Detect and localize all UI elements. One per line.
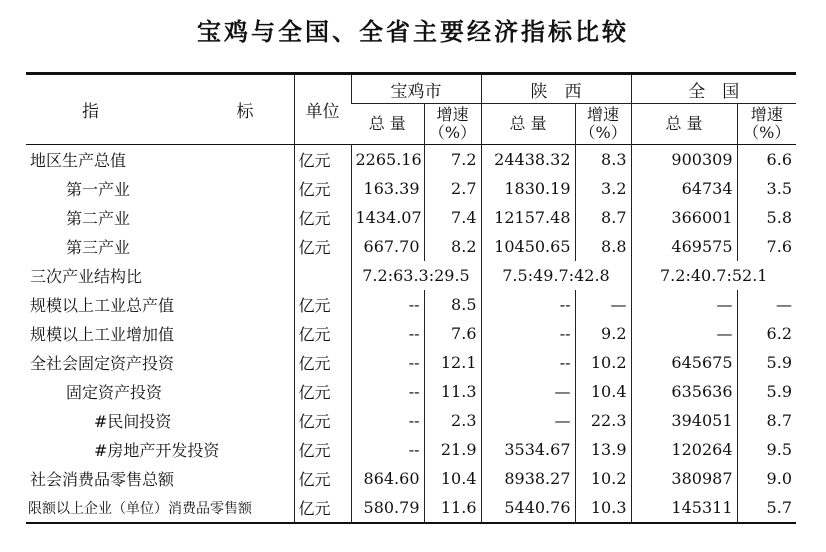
indicator-name: 第一产业 bbox=[66, 180, 131, 199]
growth-value: 10.2 bbox=[575, 348, 631, 377]
growth-value: 5.8 bbox=[737, 203, 796, 232]
total-value: -- bbox=[351, 348, 424, 377]
growth-value: 8.5 bbox=[424, 290, 481, 319]
region-header-national: 全 国 bbox=[631, 74, 796, 104]
unit-cell: 亿元 bbox=[294, 435, 351, 464]
total-value: 163.39 bbox=[351, 174, 424, 203]
growth-value: 9.5 bbox=[737, 435, 796, 464]
table-row bbox=[26, 464, 796, 493]
total-value: 8938.27 bbox=[481, 464, 575, 493]
total-value: — bbox=[631, 290, 737, 319]
total-value: 12157.48 bbox=[481, 203, 575, 232]
growth-value: 7.4 bbox=[424, 203, 481, 232]
growth-value: 8.2 bbox=[424, 232, 481, 261]
growth-header: 增速 （%） bbox=[424, 104, 481, 145]
total-value: — bbox=[481, 377, 575, 406]
total-value: 635636 bbox=[631, 377, 737, 406]
structure-ratio-cell: 7.2:40.7:52.1 bbox=[631, 261, 796, 290]
growth-value: 8.7 bbox=[575, 203, 631, 232]
unit-cell: 亿元 bbox=[294, 406, 351, 435]
total-value: 120264 bbox=[631, 435, 737, 464]
unit-cell: 亿元 bbox=[294, 203, 351, 232]
total-value: — bbox=[631, 319, 737, 348]
total-value: -- bbox=[351, 319, 424, 348]
unit-cell: 亿元 bbox=[294, 174, 351, 203]
table-row bbox=[26, 290, 796, 319]
table-row bbox=[26, 348, 796, 377]
indicator-header-char1: 指 bbox=[82, 102, 99, 122]
total-value: 2265.16 bbox=[351, 145, 424, 175]
growth-value: 22.3 bbox=[575, 406, 631, 435]
indicator-header bbox=[26, 74, 294, 145]
total-value: 24438.32 bbox=[481, 145, 575, 175]
table-row bbox=[26, 493, 796, 523]
total-value: 5440.76 bbox=[481, 493, 575, 523]
indicator-name: #民间投资 bbox=[94, 412, 172, 431]
growth-value: 9.0 bbox=[737, 464, 796, 493]
growth-value: 12.1 bbox=[424, 348, 481, 377]
growth-value: 11.6 bbox=[424, 493, 481, 523]
table-row bbox=[26, 319, 796, 348]
total-value: 864.60 bbox=[351, 464, 424, 493]
growth-value: 10.4 bbox=[575, 377, 631, 406]
region-header-baoji: 宝鸡市 bbox=[351, 74, 481, 104]
total-value: 900309 bbox=[631, 145, 737, 175]
unit-cell: 亿元 bbox=[294, 493, 351, 523]
unit-cell bbox=[294, 261, 351, 290]
table-row bbox=[26, 261, 796, 290]
growth-value: 8.8 bbox=[575, 232, 631, 261]
indicator-name: #房地产开发投资 bbox=[94, 441, 220, 460]
indicator-name: 固定资产投资 bbox=[66, 383, 163, 402]
total-value: 645675 bbox=[631, 348, 737, 377]
total-header: 总 量 bbox=[631, 104, 737, 145]
table-row bbox=[26, 406, 796, 435]
growth-value: 11.3 bbox=[424, 377, 481, 406]
unit-cell: 亿元 bbox=[294, 290, 351, 319]
total-value: 380987 bbox=[631, 464, 737, 493]
indicator-name: 三次产业结构比 bbox=[30, 267, 143, 286]
total-value: 667.70 bbox=[351, 232, 424, 261]
total-value: 580.79 bbox=[351, 493, 424, 523]
total-header: 总 量 bbox=[368, 114, 406, 133]
unit-cell: 亿元 bbox=[294, 145, 351, 175]
table-row bbox=[26, 203, 796, 232]
total-value: 145311 bbox=[631, 493, 737, 523]
indicator-name: 第二产业 bbox=[66, 209, 131, 228]
unit-header: 单位 bbox=[294, 74, 351, 145]
growth-value: 8.3 bbox=[575, 145, 631, 175]
total-value: 366001 bbox=[631, 203, 737, 232]
indicator-name: 规模以上工业增加值 bbox=[30, 325, 175, 344]
total-value: -- bbox=[481, 290, 575, 319]
growth-value: 7.6 bbox=[737, 232, 796, 261]
unit-cell: 亿元 bbox=[294, 232, 351, 261]
growth-value: 21.9 bbox=[424, 435, 481, 464]
unit-cell: 亿元 bbox=[294, 464, 351, 493]
growth-value: 10.3 bbox=[575, 493, 631, 523]
growth-value: 10.2 bbox=[575, 464, 631, 493]
indicator-name: 地区生产总值 bbox=[30, 151, 127, 170]
growth-value: 2.3 bbox=[424, 406, 481, 435]
growth-value: — bbox=[737, 290, 796, 319]
indicator-name: 社会消费品零售总额 bbox=[30, 470, 175, 489]
indicator-name: 规模以上工业总产值 bbox=[30, 296, 175, 315]
page-title: 宝鸡与全国、全省主要经济指标比较 bbox=[197, 18, 629, 46]
growth-value: 10.4 bbox=[424, 464, 481, 493]
growth-value: 5.9 bbox=[737, 348, 796, 377]
growth-value: 7.2 bbox=[424, 145, 481, 175]
growth-value: 7.6 bbox=[424, 319, 481, 348]
indicator-name: 限额以上企业（单位）消费品零售额 bbox=[28, 500, 252, 517]
table-row bbox=[26, 232, 796, 261]
total-value: -- bbox=[351, 377, 424, 406]
total-value: 1830.19 bbox=[481, 174, 575, 203]
region-header-shaanxi: 陕 西 bbox=[481, 74, 631, 104]
structure-ratio-cell: 7.2:63.3:29.5 bbox=[351, 261, 481, 290]
growth-header: 增速 （%） bbox=[575, 104, 631, 145]
growth-value: — bbox=[575, 290, 631, 319]
total-value: 64734 bbox=[631, 174, 737, 203]
header-row-1 bbox=[26, 74, 796, 104]
indicator-name: 第三产业 bbox=[66, 238, 131, 257]
table-row bbox=[26, 145, 796, 175]
total-value: -- bbox=[351, 290, 424, 319]
indicator-name: 全社会固定资产投资 bbox=[30, 354, 175, 373]
total-value: -- bbox=[481, 319, 575, 348]
unit-cell: 亿元 bbox=[294, 319, 351, 348]
indicator-header-char2: 标 bbox=[236, 102, 254, 122]
unit-cell: 亿元 bbox=[294, 377, 351, 406]
total-value: 10450.65 bbox=[481, 232, 575, 261]
growth-value: 2.7 bbox=[424, 174, 481, 203]
unit-cell: 亿元 bbox=[294, 348, 351, 377]
growth-value: 13.9 bbox=[575, 435, 631, 464]
total-value: 1434.07 bbox=[351, 203, 424, 232]
total-value: -- bbox=[351, 406, 424, 435]
table-row bbox=[26, 174, 796, 203]
growth-value: 3.5 bbox=[737, 174, 796, 203]
indicator-table bbox=[26, 72, 796, 524]
total-value: 3534.67 bbox=[481, 435, 575, 464]
total-value: — bbox=[481, 406, 575, 435]
growth-value: 6.2 bbox=[737, 319, 796, 348]
total-value: -- bbox=[481, 348, 575, 377]
total-value: 394051 bbox=[631, 406, 737, 435]
total-header: 总 量 bbox=[481, 104, 575, 145]
table-row bbox=[26, 377, 796, 406]
total-value: 469575 bbox=[631, 232, 737, 261]
growth-value: 9.2 bbox=[575, 319, 631, 348]
structure-ratio-cell: 7.5:49.7:42.8 bbox=[481, 261, 631, 290]
total-value: -- bbox=[351, 435, 424, 464]
growth-value: 8.7 bbox=[737, 406, 796, 435]
growth-header: 增速 （%） bbox=[737, 104, 796, 145]
growth-value: 5.9 bbox=[737, 377, 796, 406]
growth-value: 6.6 bbox=[737, 145, 796, 175]
table-row bbox=[26, 435, 796, 464]
growth-value: 3.2 bbox=[575, 174, 631, 203]
table-body bbox=[26, 145, 796, 524]
growth-value: 5.7 bbox=[737, 493, 796, 523]
